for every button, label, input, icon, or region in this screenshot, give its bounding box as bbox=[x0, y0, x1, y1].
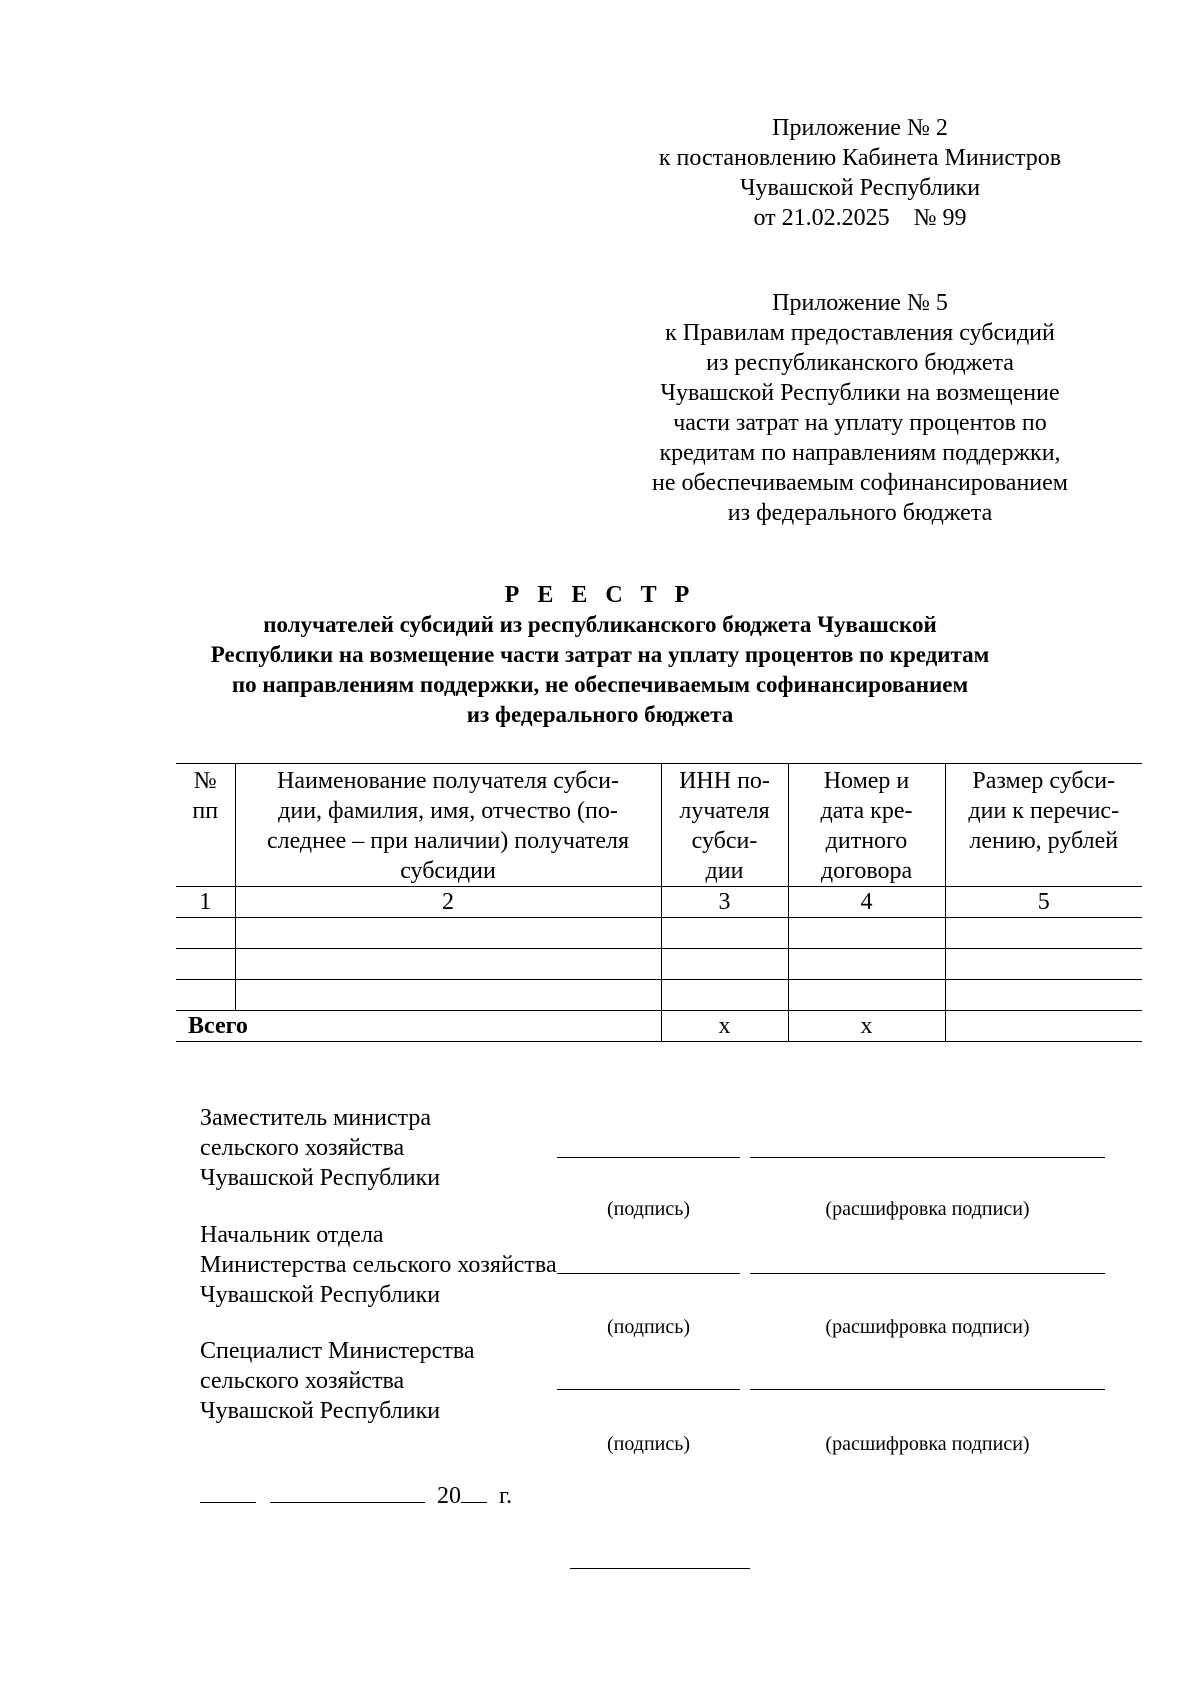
appendix-5-line: не обеспечиваемым софинансированием bbox=[651, 470, 1068, 496]
table-cell[interactable] bbox=[235, 980, 661, 1011]
table-cell[interactable] bbox=[788, 949, 945, 980]
table-header-row bbox=[176, 764, 1142, 887]
signer-position-line: Министерства сельского хозяйства bbox=[200, 1252, 557, 1278]
end-separator-line bbox=[570, 1568, 750, 1569]
signer-position-line: сельского хозяйства bbox=[200, 1135, 405, 1161]
header-number: № пп bbox=[176, 764, 235, 887]
title-line: из федерального бюджета bbox=[466, 702, 734, 727]
date-year-suffix: г. bbox=[499, 1483, 513, 1509]
total-label: Всего bbox=[176, 1011, 661, 1042]
header-inn: ИНН по- лучателя субси- дии bbox=[661, 764, 788, 887]
total-inn-cell: х bbox=[661, 1011, 788, 1042]
signature-decode-caption: (расшифровка подписи) bbox=[825, 1433, 1030, 1455]
appendix-2-line: от 21.02.2025 № 99 bbox=[753, 205, 967, 231]
appendix-5-line: из федерального бюджета bbox=[727, 500, 993, 526]
signer-position-line: Чувашской Республики bbox=[200, 1398, 441, 1424]
appendix-5-line: Чувашской Республики на возмещение bbox=[660, 380, 1060, 406]
table-cell[interactable] bbox=[176, 980, 235, 1011]
table-cell[interactable] bbox=[176, 918, 235, 949]
registry-table bbox=[176, 763, 1142, 1042]
signature-decode-line[interactable] bbox=[750, 1389, 1105, 1390]
signer-position-line: Заместитель министра bbox=[200, 1105, 431, 1131]
table-cell[interactable] bbox=[945, 980, 1142, 1011]
appendix-5-line: из республиканского бюджета bbox=[706, 350, 1014, 376]
title-heading: Р Е Е С Т Р bbox=[504, 582, 696, 608]
appendix-5-line: кредитам по направлениям поддержки, bbox=[659, 440, 1061, 466]
signature-caption: (подпись) bbox=[606, 1316, 691, 1338]
date-year-prefix: 20 bbox=[437, 1483, 461, 1509]
header-subsidy-amount: Размер субси- дии к перечис- лению, рублей bbox=[945, 764, 1142, 887]
signer-position-line: Специалист Министерства bbox=[200, 1338, 475, 1364]
table-cell[interactable] bbox=[235, 918, 661, 949]
column-number: 2 bbox=[235, 887, 661, 918]
signer-position-line: Начальник отдела bbox=[200, 1222, 384, 1248]
appendix-2-line: Чувашской Республики bbox=[739, 175, 981, 201]
appendix-2-line: к постановлению Кабинета Министров bbox=[658, 145, 1062, 171]
table-row bbox=[176, 949, 1142, 980]
appendix-2-header bbox=[620, 113, 1100, 233]
table-cell[interactable] bbox=[945, 949, 1142, 980]
table-row bbox=[176, 918, 1142, 949]
signer-deputy-minister bbox=[200, 1103, 580, 1193]
signer-position-line: сельского хозяйства bbox=[200, 1368, 405, 1394]
date-month-blank[interactable] bbox=[270, 1478, 425, 1503]
date-line bbox=[200, 1478, 512, 1511]
title-line: получателей субсидий из республиканского бюджета Чувашской bbox=[263, 612, 937, 637]
column-number: 3 bbox=[661, 887, 788, 918]
title-line: Республики на возмещение части затрат на уплату процентов по кредитам bbox=[210, 642, 990, 667]
signature-caption: (подпись) bbox=[606, 1198, 691, 1220]
column-number-row bbox=[176, 887, 1142, 918]
table-cell[interactable] bbox=[176, 949, 235, 980]
column-number: 5 bbox=[945, 887, 1142, 918]
signature-line[interactable] bbox=[557, 1157, 740, 1158]
total-amount-cell[interactable] bbox=[945, 1011, 1142, 1042]
column-number: 4 bbox=[788, 887, 945, 918]
signer-position-line: Чувашской Республики bbox=[200, 1165, 441, 1191]
appendix-5-line: части затрат на уплату процентов по bbox=[673, 410, 1047, 436]
signature-decode-caption: (расшифровка подписи) bbox=[825, 1316, 1030, 1338]
table-row bbox=[176, 980, 1142, 1011]
total-contract-cell: х bbox=[788, 1011, 945, 1042]
signer-position-line: Чувашской Республики bbox=[200, 1282, 441, 1308]
table-cell[interactable] bbox=[661, 918, 788, 949]
table-cell[interactable] bbox=[788, 918, 945, 949]
signature-line[interactable] bbox=[557, 1389, 740, 1390]
column-number: 1 bbox=[176, 887, 235, 918]
signature-decode-line[interactable] bbox=[750, 1157, 1105, 1158]
appendix-5-header bbox=[620, 288, 1100, 528]
signature-line[interactable] bbox=[557, 1273, 740, 1274]
table-cell[interactable] bbox=[661, 949, 788, 980]
appendix-2-line: Приложение № 2 bbox=[772, 115, 948, 141]
date-year-blank[interactable] bbox=[461, 1478, 487, 1503]
date-day-blank[interactable] bbox=[200, 1478, 256, 1503]
total-row bbox=[176, 1011, 1142, 1042]
appendix-5-line: Приложение № 5 bbox=[772, 290, 948, 316]
header-recipient-name: Наименование получателя субси- дии, фамилия, имя, отчество (по- следнее – при наличии) получателя субсидии bbox=[235, 764, 661, 887]
table-cell[interactable] bbox=[945, 918, 1142, 949]
signer-specialist bbox=[200, 1336, 580, 1426]
document-title bbox=[150, 580, 1050, 730]
table-cell[interactable] bbox=[661, 980, 788, 1011]
signer-department-head bbox=[200, 1220, 580, 1310]
signature-decode-caption: (расшифровка подписи) bbox=[825, 1198, 1030, 1220]
header-contract: Номер и дата кре- дитного договора bbox=[788, 764, 945, 887]
signature-caption: (подпись) bbox=[606, 1433, 691, 1455]
signature-decode-line[interactable] bbox=[750, 1273, 1105, 1274]
title-line: по направлениям поддержки, не обеспечиваемым софинансированием bbox=[231, 672, 969, 697]
appendix-5-line: к Правилам предоставления субсидий bbox=[665, 320, 1055, 346]
table-cell[interactable] bbox=[235, 949, 661, 980]
table-cell[interactable] bbox=[788, 980, 945, 1011]
